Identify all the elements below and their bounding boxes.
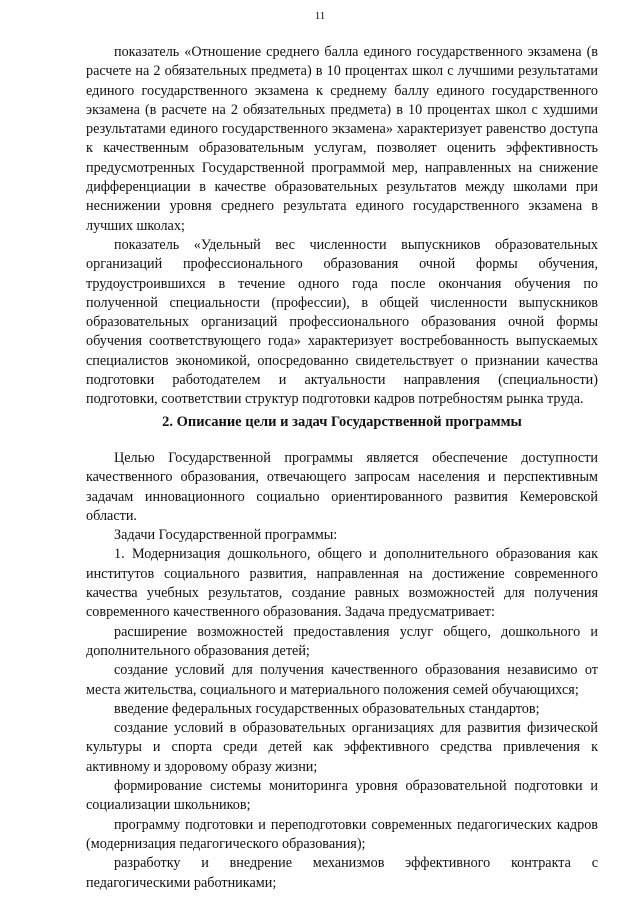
page-number: 11 (314, 10, 326, 22)
paragraph-task-1: 1. Модернизация дошкольного, общего и дополнительного образования как институтов социального развития, направленная на достижение современного качества учебных результатов, создание равных возможностей для получения современного качественного образования. Задача предусматривает: (86, 546, 598, 621)
list-item: программу подготовки и переподготовки современных педагогических кадров (модернизация педагогического образования); (86, 816, 598, 852)
paragraph-ege-indicator: показатель «Отношение среднего балла единого государственного экзамена (в расчете на 2 обязательных предмета) в 10 процентах школ с лучшими результатами единого государственного экзамена к среднему баллу единого государственного экзамена (в расчете на 2 обязательных предмета) в 10 процентах школ с худшими результатами единого государственного экзамена» характеризует равенство доступа к качественным образовательным услугам, позволяет оценить эффективность предусмотренных Государственной программой мер, направленных на снижение дифференциации в качестве образовательных результатов между школами при неснижении уровня среднего результата единого государственного экзамена в лучших школах; (86, 44, 598, 234)
top-text-block (86, 43, 598, 410)
paragraph-tasks-title: Задачи Государственной программы: (114, 527, 338, 544)
list-item: разработку и внедрение механизмов эффективного контракта с педагогическими работниками; (86, 855, 598, 891)
list-item: создание условий в образовательных организациях для развития физической культуры и спорта среди детей как эффективного средства привлечения к активному и здоровому образу жизни; (86, 720, 598, 775)
goals-text-block (86, 449, 598, 893)
list-item: введение федеральных государственных образовательных стандартов; (114, 700, 540, 717)
section-heading: 2. Описание цели и задач Государственной программы (162, 414, 522, 430)
list-item: расширение возможностей предоставления услуг общего, дошкольного и дополнительного образования детей; (86, 623, 598, 659)
paragraph-goal: Целью Государственной программы является обеспечение доступности качественного образования, отвечающего запросам населения и перспективным задачам инновационного социально ориентированного развития Кемеровской области. (86, 450, 598, 524)
list-item: формирование системы мониторинга уровня образовательной подготовки и социализации школьников; (86, 778, 598, 814)
list-item: создание условий для получения качественного образования независимо от места жительства, социального и материального положения семей обучающихся; (86, 662, 598, 698)
paragraph-graduates-indicator: показатель «Удельный вес численности выпускников образовательных организаций профессионального образования очной формы обучения, трудоустроившихся в течение одного года после окончания обучения по полученной специальности (профессии), в общей численности выпускников образовательных организаций профессионального образования очной формы обучения соответствующего года» характеризует востребованность выпускаемых специалистов экономикой, опосредованно свидетельствует о признании качества подготовки работодателем и актуальности направления (специальности) подготовки, соответствии структур подготовки кадров потребностям рынка труда. (86, 236, 598, 408)
